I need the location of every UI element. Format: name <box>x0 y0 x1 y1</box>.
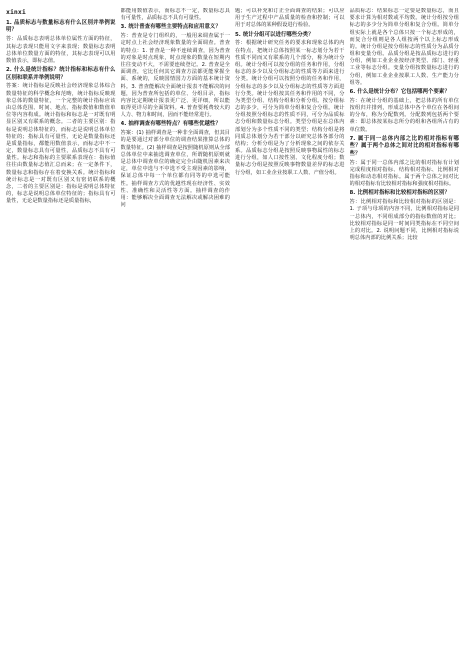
question-heading: 7. 属于同一总体内部之比的相对指标有哪些？属于两个总体之间对比的相对指标有哪些？ <box>349 135 459 157</box>
text-column-4 <box>350 8 460 653</box>
question-heading: 8. 比例相对指标和比较相对指标的区别？ <box>349 190 450 197</box>
column-2-body <box>121 8 231 209</box>
answer-paragraph: 答：在统计分组的基础上，把总体的所有单位按组归并排列，形成总体中各个单位在各组间的分布，称为分配数列。分配数列包括两个要素：即总体按某标志所分的组和各组所占有的单位数。 <box>349 97 459 133</box>
question-heading: 2. 什么是统计指标？统计指标和标志有什么区别和联系并举例说明？ <box>6 67 116 81</box>
answer-paragraph: 答：比例相对指标和比较相对指标的区别是：1. 子项与母项的内容不同，比例相对指标是同一总体内，不同组成部分的指标数值的对比；比较相对指标是同一时间同类指标在不同空间上的对比。2. 说明问题不同，比例相对指标说明总体内部的比例关系；比较 <box>349 199 459 242</box>
question-heading: 5. 统计分组可以进行哪些分类？ <box>235 31 314 38</box>
column-1-body <box>6 20 116 205</box>
answer-paragraph: 答：根据统计研究任务的要求和现象总体的内在特点，把统计总体按照某一标志划分为若干性质不同而又有联系的几个部分，称为统计分组。统计分组可以按分组的任务和作用，分组标志的多少以及分组标志的性质等方面来进行分类。统计分组可以按照分组的任务和作用，分组标志的多少以及分组标志的性质等方面进行分类。统计分组按其任务和作用的不同，分为类型分组、结构分组和分析分组。按分组标志的多少，可分为简单分组和复合分组。统计分组按照分组标志的性质不同，可分为品质标志分组和数量标志分组。类型分组是在总体内部划分为多个性质不同的类型；结构分组是将同质总体划分为若干部分以研究总体各部分的结构；分析分组是为了分析现象之间的依存关系。品质标志分组是按照反映事物属性的标志进行分组，如人口按性别、文化程度分组；数量标志分组是按照反映事物数量差异的标志进行分组，如工业企业按职工人数、产值分组。 <box>235 40 345 176</box>
answer-paragraph: 答案：统计指标是反映社会经济现象总体综合数量特征的科学概念和范畴，统计指标反映现象总体的数量特征，一个完整的统计指标应该由总体范围、时间、地点、指标数值和数值单位等内容构成。统计指标和标志是一对既有明显区别又有联系的概念。二者的主要区别：指标是说明总体特征的，而标志是说明总体单位特征的；指标具有可量性，无论是数量指标还是质量指标，都能用数值表示，而标志中不一定，数量标志具有可量性，品质标志不具有可量性。标志和指标的主要联系表现在：指标值往往由数量标志值汇总而来；在一定条件下，数量标志和指标存在着变换关系。统计指标和统计标志是一对既有区别又有密切联系的概念，二者的主要区别是：指标是说明总体特征的，标志是说明总体单位特征的；指标具有可量性，无论是数量指标还是质量指标， <box>6 83 116 205</box>
answer-paragraph: 都能用数值表示，而标志不一定，数量标志具有可量性，品质标志不具有可量性。 <box>120 8 230 22</box>
text-column-2 <box>121 8 231 653</box>
text-column-1 <box>6 8 116 653</box>
column-4-body <box>350 8 460 242</box>
question-heading: 3. 统计普查有哪些主要特点和应用意义？ <box>120 24 221 31</box>
document-header: xinxi <box>6 8 26 16</box>
answer-paragraph: 答案：(1) 抽样调查是一种非全面调查，但其目的是要通过对部分单位的调查结果推算总体的数量特征。(2) 抽样调查是按照随机原则从全部总体单位中来抽选调查单位，所谓随机原则就是总体中调查单位的确定完全由随机因素来决定，单位中选与不中选不受主观因素的影响，保证总体中每一个单位都有同等的中选可能性。抽样调查方式的优越性现在经济性、实效性、准确性和灵活性等方面。抽样调查的作用：能够解决全面调查无法解决或解决困难的问 <box>120 130 230 209</box>
answer-paragraph: 答：普查是专门组织的，一般用来调查属于一定时点上社会经济现象数量的全面调查。普查的特点：1. 普查是一种不连续调查，因为普查的对象是时点现象，时点现象的数量在短期内往往变动不大，不需要连续登记。2. 普查是全面调查，它比任何其它调查方法都更能掌握全面、系统的，反映国情国力方面的基本统计资料。3. 普查能解决全面统计报表不能解决的问题，因为普查所包括的单位、分组目录，指标内容比定期统计报表更广泛、更详细，所以能取得更详尽的全面资料。4. 普查要耗费较大的人力、物力和时间，因而不能经常进行。 <box>120 33 230 119</box>
answer-paragraph: 题；可以补充和订正全面调查的结果；可以应用于生产过程中产品质量的检查和控制；可以用于对总体的某种假设进行检验。 <box>235 8 345 29</box>
answer-paragraph: 答：品质标志表明总体单位属性方面的特征，其标志表现只能用文字来表现；数量标志表明总体单位数量方面的特征，其标志表现可以用数值表示，即标志值。 <box>6 36 116 64</box>
answer-paragraph: 品质标志：结果标志一定要是数量标志，而且要求计算为相对数或平均数。统计分组按分组标志的多少分为简单分组和复合分组。简单分组实际上就是各个总体只按一个标志形成的，而复合分组则是各人组按两个以上标志形成的。统计分组是按分组标志的性质分为品质分组和变量分组。品质分组是按品质标志进行的分组，例如工业企业按经济类型、部门、轻重工业等标志分组。变量分组按数量标志进行的分组，例如工业企业按职工人数、生产能力分组等。 <box>349 8 459 86</box>
text-column-3 <box>235 8 345 653</box>
question-heading: 6. 什么是统计分布？它包括哪两个要素？ <box>349 88 450 95</box>
column-3-body <box>235 8 345 177</box>
question-heading: 1. 品质标志与数量标志有什么区别并举例说明？ <box>6 19 116 34</box>
answer-paragraph: 答：属于同一总体内部之比的相对指标有计划完成程度相对指标、结构相对指标、比例相对指标和动态相对指标。属于两个总体之间对比的相对指标有比较相对指标和强度相对指标。 <box>349 159 459 188</box>
question-heading: 4. 抽样调查有哪些特点？有哪些优越性？ <box>120 121 221 128</box>
